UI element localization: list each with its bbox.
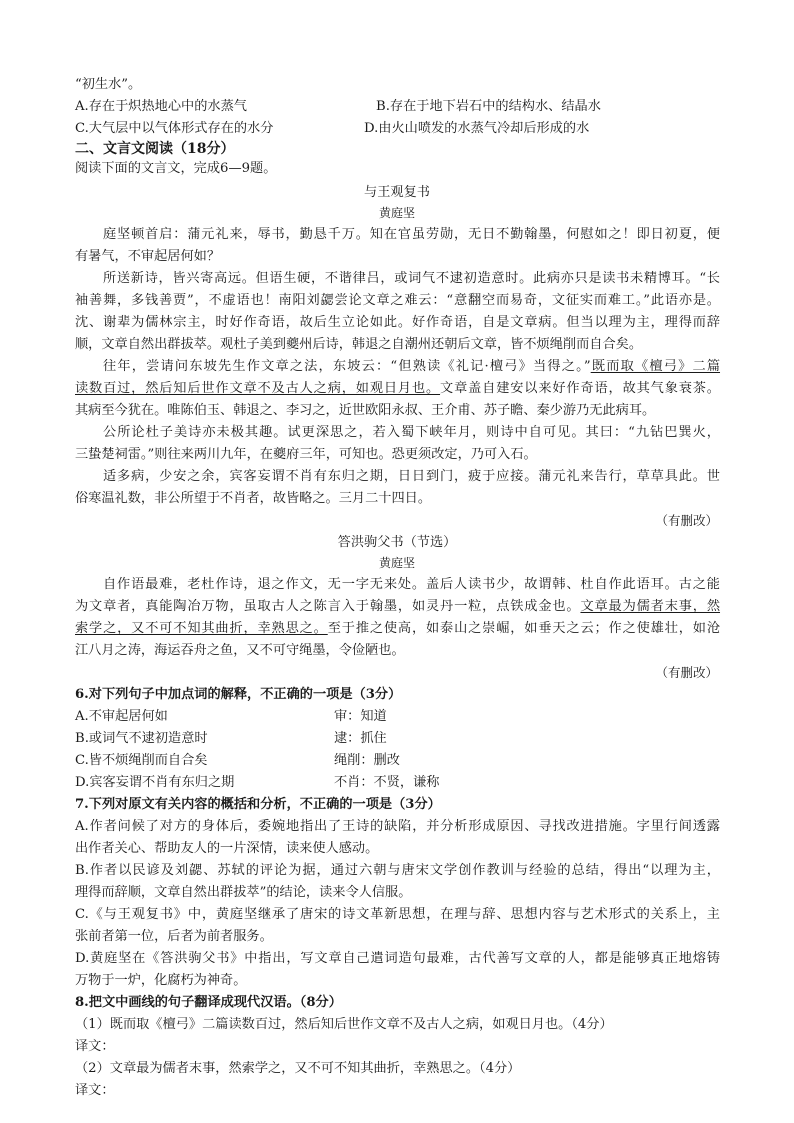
option-c: C.大气层中以气体形式存在的水分 bbox=[75, 121, 274, 136]
q6-explanation: 逮：抓住 bbox=[334, 731, 387, 746]
option-a: A.存在于炽热地心中的水蒸气 bbox=[75, 99, 247, 114]
q6-option: C.皆不烦绳削而自合矣 bbox=[75, 753, 208, 768]
text2-title: 答洪驹父书（节选） bbox=[337, 535, 457, 550]
text1-line: 沈、谢辈为儒林宗主，时好作奇语，故后生立论如此。好作奇语，自是文章病。但当以理为主，理得而辞 bbox=[75, 315, 720, 330]
q6-explanation: 不肖：不贤，谦称 bbox=[334, 775, 440, 790]
q6-option: A.不审起居何如 bbox=[75, 709, 168, 724]
q7-line: D.黄庭坚在《答洪驹父书》中指出，写文章自己遣词造句最难，古代善写文章的人，都是能够真正地熔铸 bbox=[75, 951, 720, 966]
text1-para5-line: 俗寒温礼数，非公所望于不肖者，故皆略之。三月二十四日。 bbox=[75, 491, 432, 506]
q6-stem: 6.对下列句子中加点词的解释，不正确的一项是（3分） bbox=[75, 687, 402, 702]
text2-text: 为文章者，真能陶冶万物，虽取古人之陈言入于翰墨，如灵丹一粒，点铁成金也。 bbox=[75, 599, 581, 614]
text1-author: 黄庭坚 bbox=[378, 206, 415, 220]
q7-line: 出作者关心、帮助友人的一片深情，读来使人感动。 bbox=[75, 841, 379, 856]
underlined-sentence-2a: 文章最为儒者末事，然 bbox=[580, 599, 721, 614]
q7-stem: 7.下列对原文有关内容的概括和分析，不正确的一项是（3分） bbox=[75, 797, 441, 812]
text1-line: 袖善舞，多钱善贾”，不虚语也！南阳刘勰尝论文章之难云：“意翻空而易奇，文征实而难工。”此语亦是。 bbox=[75, 293, 720, 308]
text1-para3-text: 文章盖自建安以来好作奇语，故其气象衰茶。 bbox=[440, 381, 720, 396]
text1-para3-line2 bbox=[75, 380, 720, 398]
underlined-sentence-2b: 索学之，又不可不知其曲折，幸熟思之。 bbox=[75, 621, 328, 636]
text1-para3-line3: 其病至今犹在。唯陈伯玉、韩退之、李习之，近世欧阳永叔、王介甫、苏子瞻、秦少游乃无此病耳。 bbox=[75, 403, 656, 418]
q6-option: D.宾客妄谓不肖有东归之期 bbox=[75, 775, 235, 790]
section-heading: 二、文言文阅读（18分） bbox=[75, 141, 235, 157]
q8-answer-label-2: 译文： bbox=[75, 1083, 115, 1098]
underlined-sentence-1a: 既而取《檀弓》二篇 bbox=[590, 359, 721, 374]
text1-title: 与王观复书 bbox=[364, 185, 430, 200]
option-d: D.由火山喷发的水蒸气冷却后形成的水 bbox=[364, 121, 590, 136]
text2-author: 黄庭坚 bbox=[378, 556, 415, 570]
q7-line: C.《与王观复书》中，黄庭坚继承了唐宋的诗文革新思想，在理与辞、思想内容与艺术形式的关系上，主 bbox=[75, 907, 720, 922]
q6-explanation: 绳削：删改 bbox=[334, 753, 400, 768]
q8-sentence-1: （1）既而取《檀弓》二篇读数百过，然后知后世作文章不及古人之病，如观日月也。（4分） bbox=[75, 1017, 613, 1032]
text1-note: （有删改） bbox=[655, 513, 718, 528]
q7-line: 张前者第一位，后者为前者服务。 bbox=[75, 929, 273, 944]
q7-line: A.作者问候了对方的身体后，委婉地指出了王诗的缺陷，并分析形成原因、寻找改进措施。字里行间透露 bbox=[75, 819, 720, 834]
text1-para5-line: 适多病，少安之余，宾客妄谓不肖有东归之期，日日到门，疲于应接。蒲元礼来告行，草草具此。世 bbox=[103, 469, 720, 484]
q8-sentence-2: （2）文章最为儒者末事，然索学之，又不可不知其曲折，幸熟思之。（4分） bbox=[75, 1061, 521, 1076]
q7-line: B.作者以民谚及刘勰、苏轼的评论为据，通过六朝与唐宋文学创作教训与经验的总结，得出“以理为主， bbox=[75, 863, 720, 878]
q7-line: 万物于一炉，化腐朽为神奇。 bbox=[75, 973, 247, 988]
text1-para3-line1 bbox=[75, 358, 720, 376]
text2-line3 bbox=[75, 620, 720, 638]
q8-answer-label-1: 译文： bbox=[75, 1039, 115, 1054]
text1-line: 顺，文章自然出群拔萃。观杜子美到夔州后诗，韩退之自潮州还朝后文章，皆不烦绳削而自合矣。 bbox=[75, 337, 643, 352]
text1-para3-text: 往年，尝请问东坡先生作文章之法，东坡云：“但熟读《礼记·檀弓》当得之。” bbox=[103, 359, 591, 374]
option-b: B.存在于地下岩石中的结构水、结晶水 bbox=[376, 99, 601, 114]
text1-line: 有暑气，不审起居何如？ bbox=[75, 249, 221, 264]
section-intro: 阅读下面的文言文，完成6—9题。 bbox=[75, 161, 277, 176]
underlined-sentence-1b: 读数百过，然后知后世作文章不及古人之病，如观日月也。 bbox=[75, 381, 441, 396]
text2-line: 江八月之涛，海运吞舟之鱼，又不可守绳墨，令俭陋也。 bbox=[75, 643, 405, 658]
q8-stem: 8.把文中画线的句子翻译成现代汉语。（8分） bbox=[75, 995, 342, 1010]
text1-line: 庭坚顿首启：蒲元礼来，辱书，勤恳千万。知在官虽劳勋，无日不勤翰墨，何慰如之！即日初夏，便 bbox=[103, 227, 720, 242]
q7-line: 理得而辞顺，文章自然出群拔萃”的结论，读来令人信服。 bbox=[75, 885, 412, 900]
text1-line: 所送新诗，皆兴寄高远。但语生硬，不谐律吕，或词气不逮初造意时。此病亦只是读书未精博耳。“长 bbox=[103, 271, 720, 286]
prev-question-tail: “初生水”。 bbox=[75, 77, 142, 92]
text1-para4-line: 公所论杜子美诗亦未极其趣。试更深思之，若入蜀下峡年月，则诗中自可见。其曰：“九钻巴巽火， bbox=[103, 425, 720, 440]
text2-text: 至于推之使高，如泰山之崇崛，如垂天之云；作之使雄壮，如沧 bbox=[327, 621, 721, 636]
text2-line2 bbox=[75, 598, 720, 616]
q6-explanation: 审：知道 bbox=[334, 709, 387, 724]
text2-line: 自作语最难，老杜作诗，退之作文，无一字无来处。盖后人读书少，故谓韩、杜自作此语耳。古之能 bbox=[103, 577, 720, 592]
text1-para4-line: 三蛰楚祠雷。”则往来两川九年，在夔府三年，可知也。恐更须改定，乃可入石。 bbox=[75, 447, 537, 462]
text2-note: （有删改） bbox=[655, 665, 718, 680]
q6-option: B.或词气不逮初造意时 bbox=[75, 731, 208, 746]
